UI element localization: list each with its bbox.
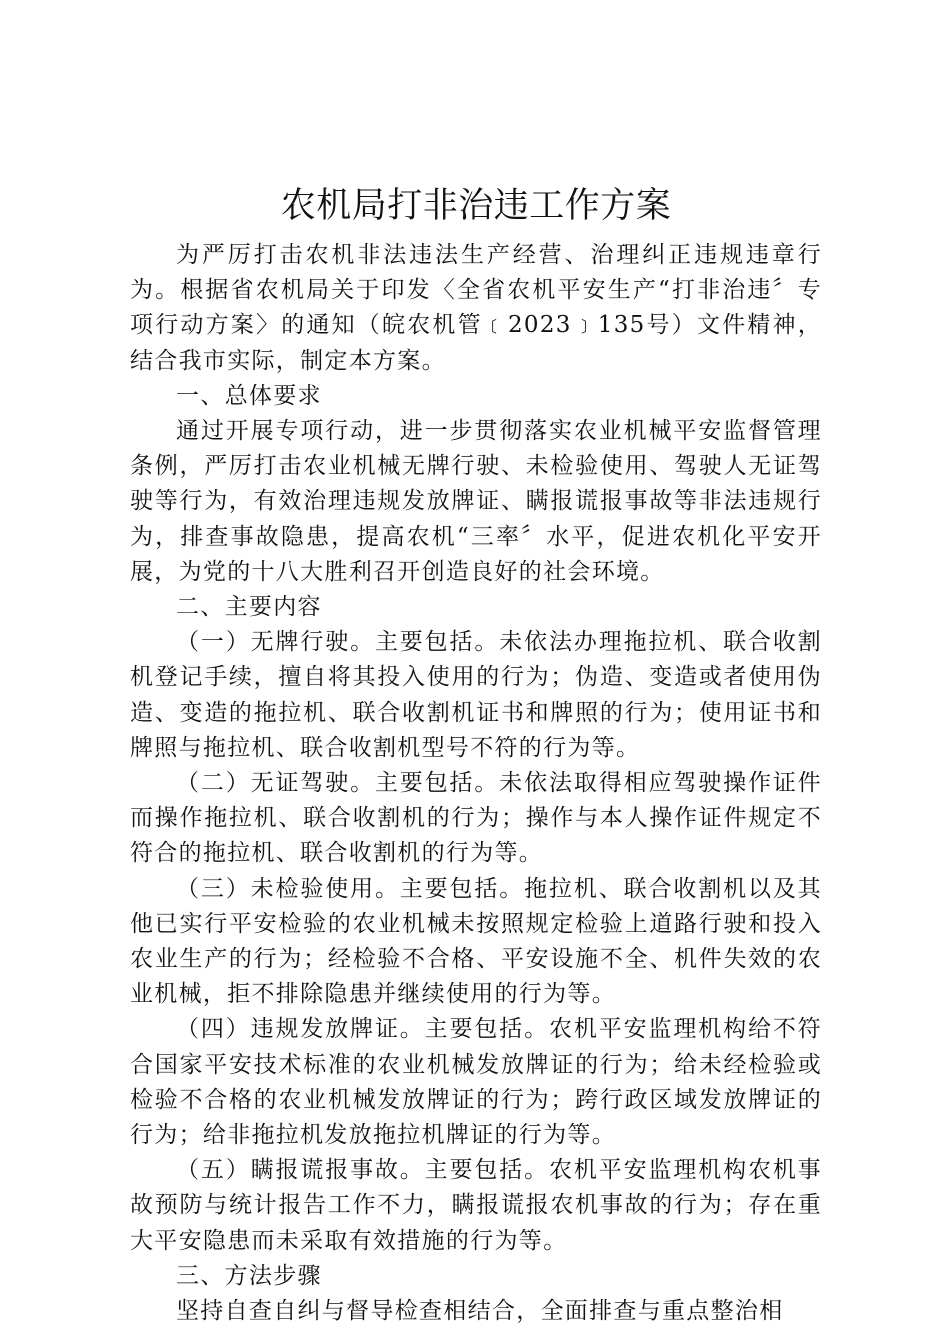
paragraph-intro: 为严厉打击农机非法违法生产经营、治理纠正违规违章行为。根据省农机局关于印发〈全省农机平安生产“打非治违〞专项行动方案〉的通知（皖农机管﹝2023﹞135号）文件精神，结合我市实际，制定本方案。 (130, 242, 822, 374)
section-heading-general-requirements: 一、总体要求 (176, 382, 322, 409)
paragraph-general-requirements: 通过开展专项行动，进一步贯彻落实农业机械平安监督管理条例，严厉打击农业机械无牌行驶、未检验使用、驾驶人无证驾驶等行为，有效治理违规发放牌证、瞒报谎报事故等非法违规行为，排查事故隐患，提高农机“三率〞水平，促进农机化平安开展，为党的十八大胜利召开创造良好的社会环境。 (130, 418, 822, 585)
paragraph-item-4: （四）违规发放牌证。主要包括。农机平安监理机构给不符合国家平安技术标准的农业机械发放牌证的行为；给未经检验或检验不合格的农业机械发放牌证的行为；跨行政区域发放牌证的行为；给非拖拉机发放拖拉机牌证的行为等。 (130, 1016, 822, 1149)
paragraph-item-5: （五）瞒报谎报事故。主要包括。农机平安监理机构农机事故预防与统计报告工作不力，瞒报谎报农机事故的行为；存在重大平安隐患而未采取有效措施的行为等。 (130, 1157, 822, 1254)
paragraph-method-steps: 坚持自查自纠与督导检查相结合，全面排查与重点整治相 (176, 1298, 784, 1325)
paragraph-item-3: （三）未检验使用。主要包括。拖拉机、联合收割机以及其他已实行平安检验的农业机械未按照规定检验上道路行驶和投入农业生产的行为；经检验不合格、平安设施不全、机件失效的农业机械，拒不排除隐患并继续使用的行为等。 (130, 875, 822, 1008)
paragraph-item-2: （二）无证驾驶。主要包括。未依法取得相应驾驶操作证件而操作拖拉机、联合收割机的行为；操作与本人操作证件规定不符合的拖拉机、联合收割机的行为等。 (130, 770, 822, 867)
section-heading-method-steps: 三、方法步骤 (176, 1262, 322, 1289)
document-page (130, 182, 822, 1329)
document-title: 农机局打非治违工作方案 (280, 186, 672, 226)
paragraph-item-1: （一）无牌行驶。主要包括。未依法办理拖拉机、联合收割机登记手续，擅自将其投入使用的行为；伪造、变造或者使用伪造、变造的拖拉机、联合收割机证书和牌照的行为；使用证书和牌照与拖拉机、联合收割机型号不符的行为等。 (130, 629, 822, 761)
section-heading-main-content: 二、主要内容 (176, 594, 322, 621)
